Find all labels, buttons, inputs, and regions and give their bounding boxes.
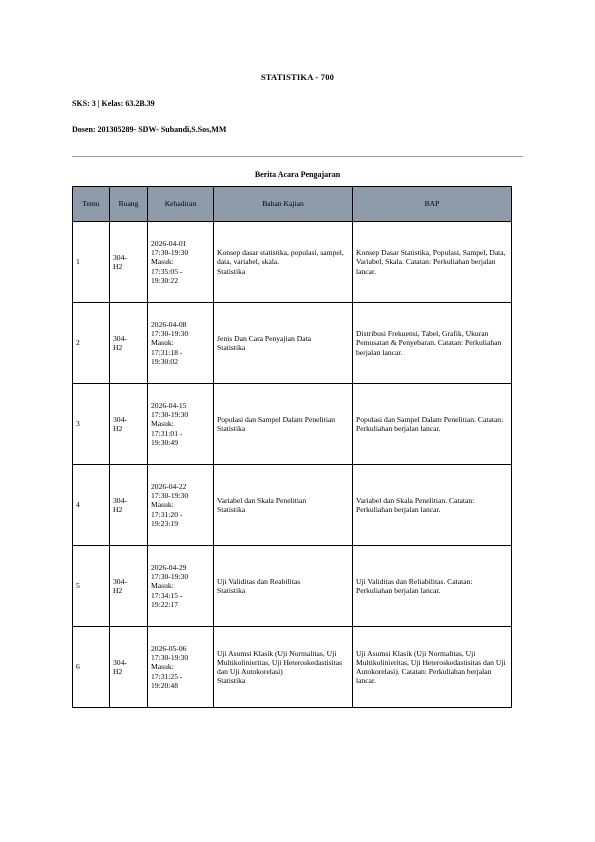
attendance-time: 17:31:25 - 19:20:48 <box>151 671 183 690</box>
topic-text: Uji Validitas dan Reabilitas <box>217 576 301 586</box>
cell-bap: Uji Asumsi Klasik (Uji Normalitas, Uji Multikolinieritas, Uji Heteroskedastisitas dan Uji Autokorelasi). Catatan: Perkuliahan berjalan lancar. <box>353 627 512 708</box>
cell-kehadiran <box>148 222 214 303</box>
session-date: 2026-04-15 <box>151 400 187 410</box>
attendance-label: Masuk: <box>151 257 174 267</box>
table-header-row <box>73 187 512 222</box>
cell-kehadiran <box>148 627 214 708</box>
cell-bahan-kajian <box>214 384 353 465</box>
session-time: 17:30-19:30 <box>151 491 189 501</box>
cell-ruang: 304- H2 <box>110 303 148 384</box>
column-header-bahan-kajian: Bahan Kajian <box>214 187 353 222</box>
attendance-time: 17:31:18 - 19:30:02 <box>151 347 183 366</box>
topic-text: Jenis Dan Cara Penyajian Data <box>217 333 312 343</box>
attendance-label: Masuk: <box>151 338 174 348</box>
attendance-label: Masuk: <box>151 419 174 429</box>
cell-temu: 3 <box>73 384 110 465</box>
cell-ruang: 304- H2 <box>110 546 148 627</box>
session-time: 17:30-19:30 <box>151 572 189 582</box>
cell-bahan-kajian <box>214 546 353 627</box>
session-time: 17:30-19:30 <box>151 410 189 420</box>
cell-temu: 4 <box>73 465 110 546</box>
cell-temu: 1 <box>73 222 110 303</box>
table-row <box>73 546 512 627</box>
session-time: 17:30-19:30 <box>151 653 189 663</box>
session-date: 2026-04-29 <box>151 562 187 572</box>
attendance-label: Masuk: <box>151 662 174 672</box>
cell-bahan-kajian <box>214 303 353 384</box>
cell-temu: 2 <box>73 303 110 384</box>
column-header-bap: BAP <box>353 187 512 222</box>
table-row <box>73 303 512 384</box>
attendance-time: 17:31:01 - 19:30:49 <box>151 428 183 447</box>
topic-text: Uji Asumsi Klasik (Uji Normalitas, Uji Multikolinieritas, Uji Heteroskedastisitas dan Uji Autokorelasi) <box>217 648 343 676</box>
course-name: Statistika <box>217 586 246 595</box>
bap-table <box>72 186 512 708</box>
course-title: STATISTIKA - 700 <box>260 72 335 82</box>
lecturer-info: Dosen: 201305289- SDW- Subandi,S.Sos,MM <box>72 125 227 134</box>
attendance-time: 17:31:20 - 19:23:19 <box>151 509 183 528</box>
topic-text: Variabel dan Skala Penelitian <box>217 495 307 505</box>
cell-bap: Uji Validitas dan Reliabilitas. Catatan: Perkuliahan berjalan lancar. <box>353 546 512 627</box>
cell-ruang: 304- H2 <box>110 465 148 546</box>
table-row <box>73 627 512 708</box>
topic-text: Konsep dasar statistika, populasi, sampel, data, variabel, skala. <box>217 248 344 267</box>
column-header-kehadiran: Kehadiran <box>148 187 214 222</box>
cell-kehadiran <box>148 465 214 546</box>
course-name: Statistika <box>217 424 246 433</box>
divider <box>72 156 523 157</box>
session-date: 2026-04-01 <box>151 238 187 248</box>
attendance-time: 17:34:15 - 19:22:17 <box>151 590 183 609</box>
attendance-time: 17:35:05 - 19:30:22 <box>151 266 183 285</box>
cell-bahan-kajian <box>214 222 353 303</box>
cell-bap: Konsep Dasar Statistika, Populasi, Sampel, Data, Variabel, Skala. Catatan: Perkuliahan berjalan lancar. <box>353 222 512 303</box>
section-title: Berita Acara Pengajaran <box>254 170 341 179</box>
cell-kehadiran <box>148 546 214 627</box>
sks-kelas-info: SKS: 3 | Kelas: 63.2B.39 <box>72 99 155 108</box>
table-row <box>73 222 512 303</box>
table-row <box>73 384 512 465</box>
cell-bap: Distribusi Frekuensi, Tabel, Grafik, Ukuran Pemusatan & Penyebaran. Catatan: Perkuliahan berjalan lancar. <box>353 303 512 384</box>
cell-kehadiran <box>148 303 214 384</box>
course-name: Statistika <box>217 266 246 276</box>
cell-ruang: 304- H2 <box>110 222 148 303</box>
session-time: 17:30-19:30 <box>151 329 189 339</box>
topic-text: Populasi dan Sampel Dalam Penelitian <box>217 414 336 424</box>
column-header-ruang: Ruang <box>110 187 148 222</box>
cell-temu: 5 <box>73 546 110 627</box>
cell-bahan-kajian <box>214 465 353 546</box>
column-header-temu: Temu <box>73 187 110 222</box>
cell-bahan-kajian <box>214 627 353 708</box>
cell-kehadiran <box>148 384 214 465</box>
table-row <box>73 465 512 546</box>
cell-bap: Variabel dan Skala Penelitian. Catatan: Perkuliahan berjalan lancar. <box>353 465 512 546</box>
cell-bap: Populasi dan Sampel Dalam Penelitian. Catatan: Perkuliahan berjalan lancar. <box>353 384 512 465</box>
course-name: Statistika <box>217 676 246 686</box>
cell-ruang: 304- H2 <box>110 384 148 465</box>
cell-ruang: 304- H2 <box>110 627 148 708</box>
session-date: 2026-04-08 <box>151 319 187 329</box>
session-time: 17:30-19:30 <box>151 248 189 258</box>
session-date: 2026-04-22 <box>151 481 187 491</box>
attendance-label: Masuk: <box>151 500 174 510</box>
course-name: Statistika <box>217 505 246 514</box>
session-date: 2026-05-06 <box>151 643 187 653</box>
cell-temu: 6 <box>73 627 110 708</box>
course-name: Statistika <box>217 343 246 352</box>
attendance-label: Masuk: <box>151 581 174 591</box>
